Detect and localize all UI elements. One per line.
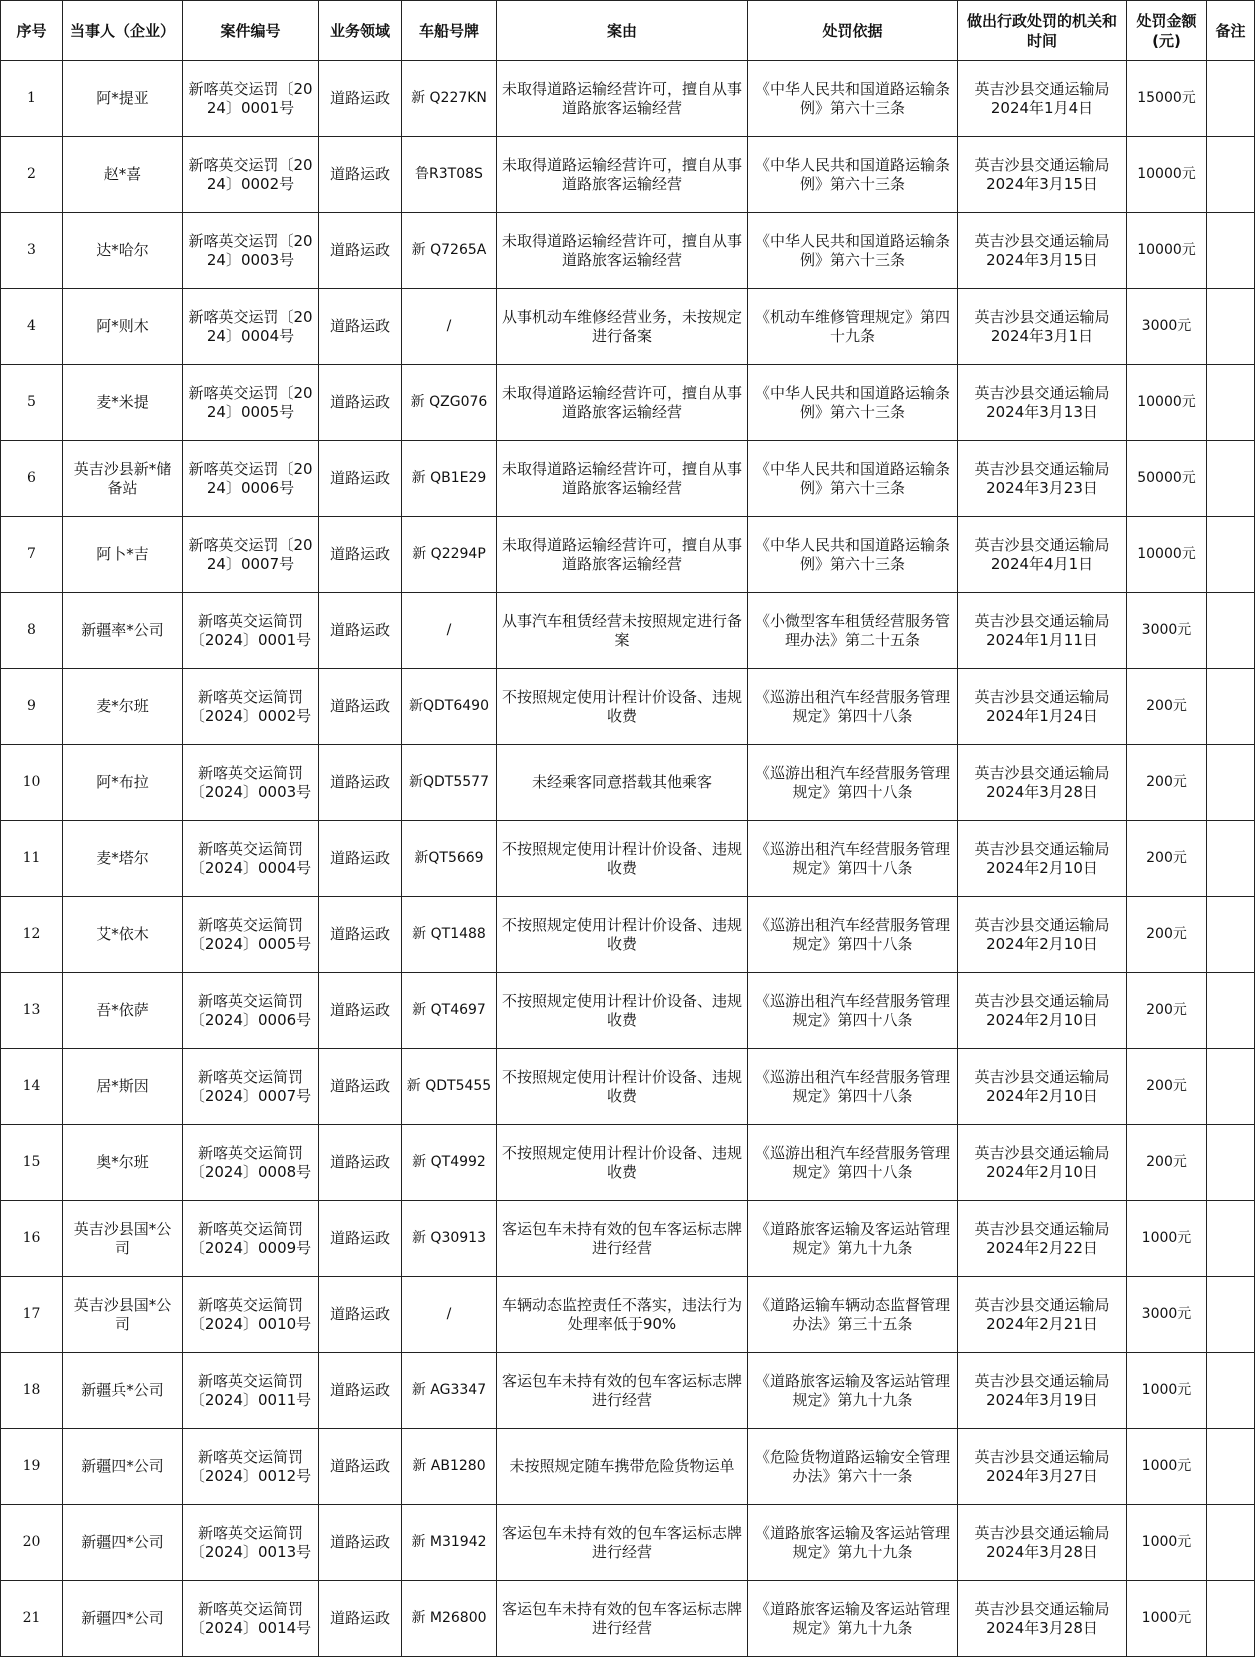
cell-case-no: 新喀英交运简罚〔2024〕0001号 (183, 593, 319, 669)
cell-case-no: 新喀英交运简罚〔2024〕0010号 (183, 1277, 319, 1353)
cell-cause: 未取得道路运输经营许可，擅自从事道路旅客运输经营 (497, 441, 748, 517)
decision-date: 2024年1月4日 (990, 98, 1094, 117)
cell-field: 道路运政 (319, 1581, 402, 1657)
table-row (1, 821, 1255, 897)
table-row (1, 593, 1255, 669)
cell-field: 道路运政 (319, 1125, 402, 1201)
cell-party: 新疆四*公司 (63, 1581, 183, 1657)
cell-remark (1207, 973, 1255, 1049)
cell-field: 道路运政 (319, 289, 402, 365)
cell-amount: 15000元 (1127, 61, 1207, 137)
cell-amount: 200元 (1127, 821, 1207, 897)
decision-date: 2024年2月10日 (986, 1086, 1098, 1105)
cell-field: 道路运政 (319, 213, 402, 289)
cell-plate: 新 AG3347 (402, 1353, 497, 1429)
authority-name: 英吉沙县交通运输局 (974, 1523, 1110, 1542)
decision-date: 2024年3月27日 (986, 1466, 1098, 1485)
authority-name: 英吉沙县交通运输局 (974, 535, 1110, 554)
cell-field: 道路运政 (319, 897, 402, 973)
cell-basis: 《道路运输车辆动态监督管理办法》第三十五条 (748, 1277, 958, 1353)
table-row (1, 441, 1255, 517)
cell-amount: 1000元 (1127, 1353, 1207, 1429)
cell-authority (958, 1201, 1127, 1277)
cell-remark (1207, 61, 1255, 137)
cell-basis: 《中华人民共和国道路运输条例》第六十三条 (748, 365, 958, 441)
cell-seq: 6 (1, 441, 63, 517)
cell-party: 达*哈尔 (63, 213, 183, 289)
cell-authority (958, 1125, 1127, 1201)
cell-cause: 客运包车未持有效的包车客运标志牌进行经营 (497, 1201, 748, 1277)
authority-name: 英吉沙县交通运输局 (974, 1067, 1110, 1086)
cell-cause: 不按照规定使用计程计价设备、违规收费 (497, 897, 748, 973)
cell-field: 道路运政 (319, 1429, 402, 1505)
cell-seq: 13 (1, 973, 63, 1049)
cell-remark (1207, 1581, 1255, 1657)
cell-remark (1207, 1125, 1255, 1201)
cell-amount: 1000元 (1127, 1581, 1207, 1657)
cell-case-no: 新喀英交运罚〔2024〕0001号 (183, 61, 319, 137)
cell-case-no: 新喀英交运简罚〔2024〕0005号 (183, 897, 319, 973)
decision-date: 2024年2月10日 (986, 934, 1098, 953)
cell-field: 道路运政 (319, 137, 402, 213)
decision-date: 2024年3月15日 (986, 250, 1098, 269)
cell-authority (958, 973, 1127, 1049)
cell-basis: 《小微型客车租赁经营服务管理办法》第二十五条 (748, 593, 958, 669)
cell-plate: 新 Q2294P (402, 517, 497, 593)
cell-cause: 未取得道路运输经营许可，擅自从事道路旅客运输经营 (497, 517, 748, 593)
cell-authority (958, 1581, 1127, 1657)
header-row (1, 1, 1255, 61)
table-row (1, 745, 1255, 821)
cell-basis: 《巡游出租汽车经营服务管理规定》第四十八条 (748, 973, 958, 1049)
cell-cause: 未取得道路运输经营许可，擅自从事道路旅客运输经营 (497, 213, 748, 289)
cell-cause: 客运包车未持有效的包车客运标志牌进行经营 (497, 1505, 748, 1581)
authority-name: 英吉沙县交通运输局 (974, 1447, 1110, 1466)
authority-name: 英吉沙县交通运输局 (974, 1295, 1110, 1314)
decision-date: 2024年2月21日 (986, 1314, 1098, 1333)
cell-remark (1207, 1353, 1255, 1429)
authority-name: 英吉沙县交通运输局 (974, 79, 1110, 98)
cell-seq: 21 (1, 1581, 63, 1657)
cell-party: 新疆四*公司 (63, 1429, 183, 1505)
cell-amount: 10000元 (1127, 137, 1207, 213)
cell-party: 赵*喜 (63, 137, 183, 213)
cell-authority (958, 517, 1127, 593)
authority-name: 英吉沙县交通运输局 (974, 307, 1110, 326)
table-row (1, 1581, 1255, 1657)
cell-party: 新疆兵*公司 (63, 1353, 183, 1429)
table-row (1, 213, 1255, 289)
cell-remark (1207, 669, 1255, 745)
cell-seq: 11 (1, 821, 63, 897)
cell-seq: 18 (1, 1353, 63, 1429)
cell-amount: 1000元 (1127, 1429, 1207, 1505)
cell-authority (958, 669, 1127, 745)
cell-seq: 8 (1, 593, 63, 669)
cell-party: 阿*提亚 (63, 61, 183, 137)
table-row (1, 1125, 1255, 1201)
cell-remark (1207, 745, 1255, 821)
cell-party: 麦*尔班 (63, 669, 183, 745)
cell-party: 居*斯因 (63, 1049, 183, 1125)
header-amount: 处罚金额(元) (1127, 1, 1207, 61)
table-row (1, 1277, 1255, 1353)
cell-field: 道路运政 (319, 1049, 402, 1125)
decision-date: 2024年2月10日 (986, 1162, 1098, 1181)
cell-party: 英吉沙县国*公司 (63, 1277, 183, 1353)
cell-seq: 15 (1, 1125, 63, 1201)
header-field: 业务领域 (319, 1, 402, 61)
cell-amount: 50000元 (1127, 441, 1207, 517)
decision-date: 2024年3月28日 (986, 782, 1098, 801)
cell-remark (1207, 213, 1255, 289)
cell-party: 麦*米提 (63, 365, 183, 441)
cell-plate: 新 QT4992 (402, 1125, 497, 1201)
cell-basis: 《巡游出租汽车经营服务管理规定》第四十八条 (748, 745, 958, 821)
cell-authority (958, 213, 1127, 289)
cell-case-no: 新喀英交运简罚〔2024〕0008号 (183, 1125, 319, 1201)
cell-remark (1207, 365, 1255, 441)
cell-plate: 新 M31942 (402, 1505, 497, 1581)
cell-party: 阿*布拉 (63, 745, 183, 821)
cell-cause: 未按照规定随车携带危险货物运单 (497, 1429, 748, 1505)
cell-cause: 从事机动车维修经营业务，未按规定进行备案 (497, 289, 748, 365)
table-row (1, 517, 1255, 593)
cell-case-no: 新喀英交运简罚〔2024〕0003号 (183, 745, 319, 821)
authority-name: 英吉沙县交通运输局 (974, 915, 1110, 934)
cell-field: 道路运政 (319, 669, 402, 745)
cell-basis: 《机动车维修管理规定》第四十九条 (748, 289, 958, 365)
cell-seq: 1 (1, 61, 63, 137)
cell-plate: / (402, 289, 497, 365)
cell-plate: 新 Q227KN (402, 61, 497, 137)
authority-name: 英吉沙县交通运输局 (974, 763, 1110, 782)
cell-seq: 20 (1, 1505, 63, 1581)
cell-case-no: 新喀英交运罚〔2024〕0006号 (183, 441, 319, 517)
cell-cause: 客运包车未持有效的包车客运标志牌进行经营 (497, 1353, 748, 1429)
cell-seq: 12 (1, 897, 63, 973)
cell-plate: 新QT5669 (402, 821, 497, 897)
cell-field: 道路运政 (319, 365, 402, 441)
cell-plate: 新 M26800 (402, 1581, 497, 1657)
cell-plate: 新 QZG076 (402, 365, 497, 441)
cell-party: 麦*塔尔 (63, 821, 183, 897)
cell-case-no: 新喀英交运简罚〔2024〕0011号 (183, 1353, 319, 1429)
cell-amount: 10000元 (1127, 213, 1207, 289)
cell-field: 道路运政 (319, 517, 402, 593)
decision-date: 2024年1月24日 (986, 706, 1098, 725)
decision-date: 2024年3月28日 (986, 1542, 1098, 1561)
cell-case-no: 新喀英交运简罚〔2024〕0012号 (183, 1429, 319, 1505)
cell-basis: 《道路旅客运输及客运站管理规定》第九十九条 (748, 1581, 958, 1657)
cell-basis: 《巡游出租汽车经营服务管理规定》第四十八条 (748, 669, 958, 745)
cell-plate: 新 QDT5455 (402, 1049, 497, 1125)
cell-field: 道路运政 (319, 1201, 402, 1277)
cell-plate: 新 Q30913 (402, 1201, 497, 1277)
table-row (1, 1505, 1255, 1581)
table-row (1, 669, 1255, 745)
cell-cause: 从事汽车租赁经营未按照规定进行备案 (497, 593, 748, 669)
decision-date: 2024年4月1日 (990, 554, 1094, 573)
cell-field: 道路运政 (319, 61, 402, 137)
cell-cause: 未取得道路运输经营许可，擅自从事道路旅客运输经营 (497, 61, 748, 137)
authority-name: 英吉沙县交通运输局 (974, 1371, 1110, 1390)
cell-authority (958, 365, 1127, 441)
cell-cause: 不按照规定使用计程计价设备、违规收费 (497, 1049, 748, 1125)
cell-remark (1207, 137, 1255, 213)
header-basis: 处罚依据 (748, 1, 958, 61)
cell-remark (1207, 821, 1255, 897)
cell-amount: 200元 (1127, 1049, 1207, 1125)
cell-plate: 新 QT1488 (402, 897, 497, 973)
cell-party: 新疆四*公司 (63, 1505, 183, 1581)
cell-plate: 新 QT4697 (402, 973, 497, 1049)
cell-party: 新疆率*公司 (63, 593, 183, 669)
decision-date: 2024年1月11日 (986, 630, 1098, 649)
authority-name: 英吉沙县交通运输局 (974, 383, 1110, 402)
authority-name: 英吉沙县交通运输局 (974, 1219, 1110, 1238)
cell-authority (958, 61, 1127, 137)
cell-remark (1207, 1277, 1255, 1353)
table-row (1, 365, 1255, 441)
cell-seq: 4 (1, 289, 63, 365)
header-case-no: 案件编号 (183, 1, 319, 61)
cell-authority (958, 441, 1127, 517)
cell-amount: 3000元 (1127, 289, 1207, 365)
cell-party: 英吉沙县新*储备站 (63, 441, 183, 517)
decision-date: 2024年3月23日 (986, 478, 1098, 497)
cell-seq: 19 (1, 1429, 63, 1505)
cell-party: 阿*则木 (63, 289, 183, 365)
cell-basis: 《中华人民共和国道路运输条例》第六十三条 (748, 441, 958, 517)
cell-case-no: 新喀英交运简罚〔2024〕0014号 (183, 1581, 319, 1657)
cell-authority (958, 1049, 1127, 1125)
cell-seq: 16 (1, 1201, 63, 1277)
authority-name: 英吉沙县交通运输局 (974, 459, 1110, 478)
table-row (1, 1429, 1255, 1505)
cell-case-no: 新喀英交运简罚〔2024〕0009号 (183, 1201, 319, 1277)
decision-date: 2024年3月15日 (986, 174, 1098, 193)
cell-party: 吾*依萨 (63, 973, 183, 1049)
cell-plate: / (402, 593, 497, 669)
header-seq: 序号 (1, 1, 63, 61)
cell-seq: 14 (1, 1049, 63, 1125)
authority-name: 英吉沙县交通运输局 (974, 991, 1110, 1010)
cell-remark (1207, 1429, 1255, 1505)
cell-cause: 不按照规定使用计程计价设备、违规收费 (497, 973, 748, 1049)
cell-remark (1207, 593, 1255, 669)
cell-party: 艾*依木 (63, 897, 183, 973)
cell-authority (958, 289, 1127, 365)
cell-amount: 10000元 (1127, 365, 1207, 441)
cell-plate: 新 AB1280 (402, 1429, 497, 1505)
cell-case-no: 新喀英交运罚〔2024〕0004号 (183, 289, 319, 365)
cell-cause: 客运包车未持有效的包车客运标志牌进行经营 (497, 1581, 748, 1657)
cell-seq: 7 (1, 517, 63, 593)
cell-party: 英吉沙县国*公司 (63, 1201, 183, 1277)
cell-amount: 200元 (1127, 897, 1207, 973)
table-row (1, 897, 1255, 973)
header-plate: 车船号牌 (402, 1, 497, 61)
authority-name: 英吉沙县交通运输局 (974, 839, 1110, 858)
decision-date: 2024年3月19日 (986, 1390, 1098, 1409)
header-authority: 做出行政处罚的机关和时间 (958, 1, 1127, 61)
cell-case-no: 新喀英交运简罚〔2024〕0002号 (183, 669, 319, 745)
table-row (1, 137, 1255, 213)
cell-field: 道路运政 (319, 593, 402, 669)
header-cause: 案由 (497, 1, 748, 61)
cell-remark (1207, 517, 1255, 593)
cell-basis: 《巡游出租汽车经营服务管理规定》第四十八条 (748, 897, 958, 973)
decision-date: 2024年3月28日 (986, 1618, 1098, 1637)
cell-authority (958, 137, 1127, 213)
table-row (1, 61, 1255, 137)
cell-case-no: 新喀英交运简罚〔2024〕0007号 (183, 1049, 319, 1125)
cell-amount: 200元 (1127, 1125, 1207, 1201)
cell-plate: 鲁R3T08S (402, 137, 497, 213)
cell-seq: 5 (1, 365, 63, 441)
cell-seq: 9 (1, 669, 63, 745)
decision-date: 2024年3月13日 (986, 402, 1098, 421)
decision-date: 2024年3月1日 (990, 326, 1094, 345)
cell-case-no: 新喀英交运罚〔2024〕0003号 (183, 213, 319, 289)
cell-amount: 1000元 (1127, 1505, 1207, 1581)
cell-basis: 《中华人民共和国道路运输条例》第六十三条 (748, 517, 958, 593)
cell-remark (1207, 1505, 1255, 1581)
cell-authority (958, 821, 1127, 897)
cell-basis: 《道路旅客运输及客运站管理规定》第九十九条 (748, 1505, 958, 1581)
cell-authority (958, 1353, 1127, 1429)
decision-date: 2024年2月10日 (986, 858, 1098, 877)
cell-field: 道路运政 (319, 1505, 402, 1581)
cell-cause: 未取得道路运输经营许可，擅自从事道路旅客运输经营 (497, 365, 748, 441)
cell-field: 道路运政 (319, 1277, 402, 1353)
cell-remark (1207, 897, 1255, 973)
cell-authority (958, 593, 1127, 669)
cell-field: 道路运政 (319, 1353, 402, 1429)
cell-basis: 《中华人民共和国道路运输条例》第六十三条 (748, 213, 958, 289)
cell-party: 阿卜*吉 (63, 517, 183, 593)
decision-date: 2024年2月22日 (986, 1238, 1098, 1257)
cell-remark (1207, 441, 1255, 517)
cell-basis: 《危险货物道路运输安全管理办法》第六十一条 (748, 1429, 958, 1505)
authority-name: 英吉沙县交通运输局 (974, 231, 1110, 250)
cell-cause: 车辆动态监控责任不落实，违法行为处理率低于90% (497, 1277, 748, 1353)
cell-amount: 1000元 (1127, 1201, 1207, 1277)
table-row (1, 1353, 1255, 1429)
authority-name: 英吉沙县交通运输局 (974, 155, 1110, 174)
cell-plate: 新 Q7265A (402, 213, 497, 289)
cell-case-no: 新喀英交运简罚〔2024〕0004号 (183, 821, 319, 897)
cell-amount: 10000元 (1127, 517, 1207, 593)
cell-authority (958, 745, 1127, 821)
cell-amount: 3000元 (1127, 593, 1207, 669)
header-remark: 备注 (1207, 1, 1255, 61)
cell-plate: 新QDT6490 (402, 669, 497, 745)
cell-basis: 《道路旅客运输及客运站管理规定》第九十九条 (748, 1353, 958, 1429)
cell-cause: 不按照规定使用计程计价设备、违规收费 (497, 1125, 748, 1201)
cell-amount: 3000元 (1127, 1277, 1207, 1353)
cell-basis: 《巡游出租汽车经营服务管理规定》第四十八条 (748, 821, 958, 897)
cell-basis: 《巡游出租汽车经营服务管理规定》第四十八条 (748, 1125, 958, 1201)
cell-basis: 《中华人民共和国道路运输条例》第六十三条 (748, 137, 958, 213)
cell-seq: 17 (1, 1277, 63, 1353)
authority-name: 英吉沙县交通运输局 (974, 611, 1110, 630)
cell-authority (958, 1277, 1127, 1353)
table-row (1, 1201, 1255, 1277)
cell-seq: 2 (1, 137, 63, 213)
cell-case-no: 新喀英交运罚〔2024〕0005号 (183, 365, 319, 441)
decision-date: 2024年2月10日 (986, 1010, 1098, 1029)
cell-cause: 未取得道路运输经营许可，擅自从事道路旅客运输经营 (497, 137, 748, 213)
cell-field: 道路运政 (319, 441, 402, 517)
table-row (1, 1049, 1255, 1125)
cell-cause: 未经乘客同意搭载其他乘客 (497, 745, 748, 821)
cell-plate: / (402, 1277, 497, 1353)
cell-remark (1207, 289, 1255, 365)
cell-basis: 《中华人民共和国道路运输条例》第六十三条 (748, 61, 958, 137)
cell-cause: 不按照规定使用计程计价设备、违规收费 (497, 821, 748, 897)
cell-field: 道路运政 (319, 821, 402, 897)
cell-case-no: 新喀英交运罚〔2024〕0007号 (183, 517, 319, 593)
cell-cause: 不按照规定使用计程计价设备、违规收费 (497, 669, 748, 745)
cell-authority (958, 1505, 1127, 1581)
cell-basis: 《巡游出租汽车经营服务管理规定》第四十八条 (748, 1049, 958, 1125)
cell-case-no: 新喀英交运简罚〔2024〕0006号 (183, 973, 319, 1049)
cell-authority (958, 897, 1127, 973)
cell-seq: 3 (1, 213, 63, 289)
cell-case-no: 新喀英交运简罚〔2024〕0013号 (183, 1505, 319, 1581)
cell-party: 奥*尔班 (63, 1125, 183, 1201)
table-row (1, 289, 1255, 365)
header-party: 当事人（企业） (63, 1, 183, 61)
cell-plate: 新 QB1E29 (402, 441, 497, 517)
cell-amount: 200元 (1127, 745, 1207, 821)
cell-remark (1207, 1049, 1255, 1125)
table-row (1, 973, 1255, 1049)
cell-plate: 新QDT5577 (402, 745, 497, 821)
cell-basis: 《道路旅客运输及客运站管理规定》第九十九条 (748, 1201, 958, 1277)
cell-field: 道路运政 (319, 973, 402, 1049)
cell-amount: 200元 (1127, 973, 1207, 1049)
authority-name: 英吉沙县交通运输局 (974, 687, 1110, 706)
cell-authority (958, 1429, 1127, 1505)
cell-case-no: 新喀英交运罚〔2024〕0002号 (183, 137, 319, 213)
cell-field: 道路运政 (319, 745, 402, 821)
authority-name: 英吉沙县交通运输局 (974, 1143, 1110, 1162)
cell-amount: 200元 (1127, 669, 1207, 745)
cell-remark (1207, 1201, 1255, 1277)
cell-seq: 10 (1, 745, 63, 821)
authority-name: 英吉沙县交通运输局 (974, 1599, 1110, 1618)
